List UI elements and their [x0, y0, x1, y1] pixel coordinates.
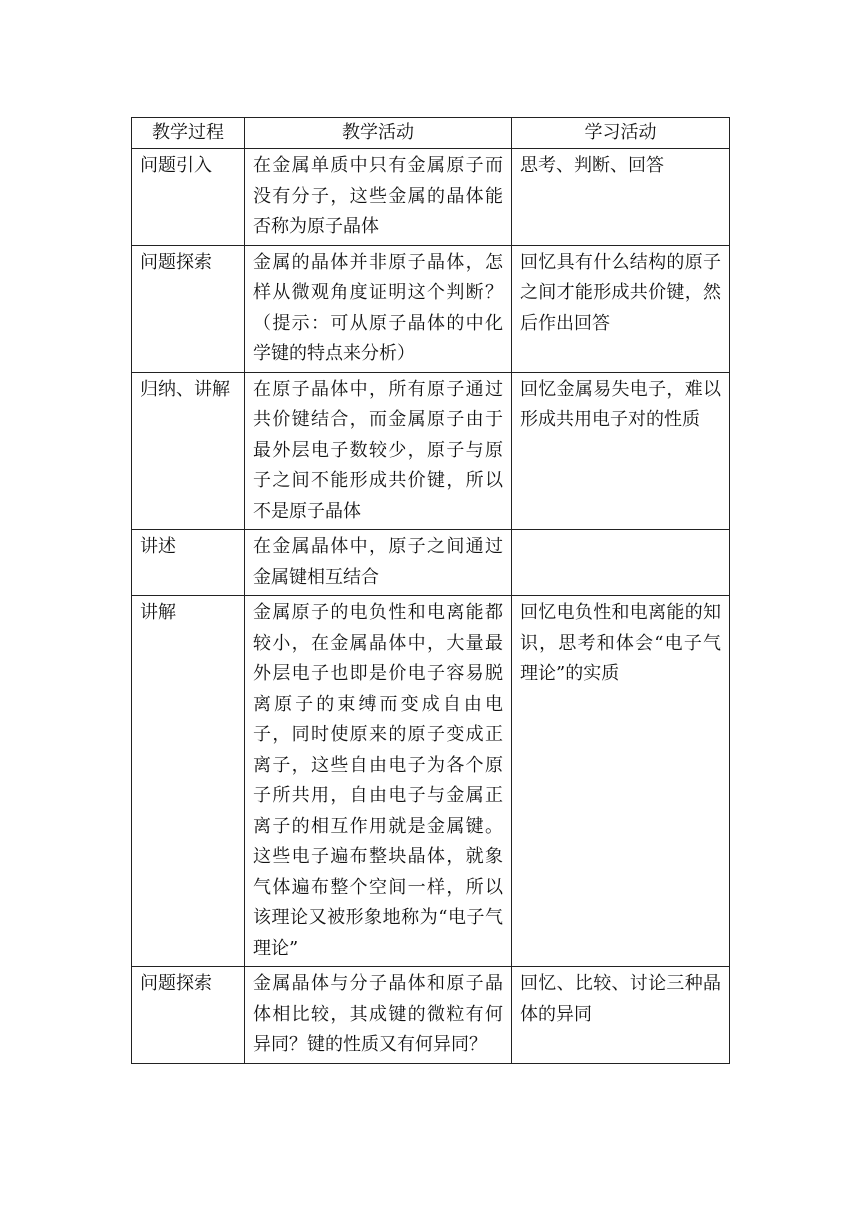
table-row	[132, 530, 730, 596]
teaching-activity-cell: 金属的晶体并非原子晶体，怎样从微观角度证明这个判断？（提示：可从原子晶体的中化学键的特点来分析）	[245, 245, 512, 372]
learning-activity-cell	[512, 530, 730, 596]
table-row	[132, 596, 730, 967]
process-cell: 讲述	[132, 530, 245, 596]
process-cell: 问题探索	[132, 967, 245, 1064]
table-row	[132, 967, 730, 1064]
process-cell: 归纳、讲解	[132, 372, 245, 530]
learning-activity-cell: 回忆具有什么结构的原子之间才能形成共价键，然后作出回答	[512, 245, 730, 372]
learning-activity-cell: 回忆电负性和电离能的知识，思考和体会“电子气理论”的实质	[512, 596, 730, 967]
lesson-plan-table	[131, 117, 730, 1064]
table-header-row	[132, 118, 730, 149]
teaching-activity-cell: 在金属单质中只有金属原子而没有分子，这些金属的晶体能否称为原子晶体	[245, 149, 512, 246]
process-cell: 讲解	[132, 596, 245, 967]
table-row	[132, 149, 730, 246]
learning-activity-cell: 思考、判断、回答	[512, 149, 730, 246]
header-teaching-activity: 教学活动	[245, 118, 512, 149]
teaching-activity-cell: 在原子晶体中，所有原子通过共价键结合，而金属原子由于最外层电子数较少，原子与原子之间不能形成共价键，所以不是原子晶体	[245, 372, 512, 530]
teaching-activity-cell: 金属晶体与分子晶体和原子晶体相比较，其成键的微粒有何异同？键的性质又有何异同？	[245, 967, 512, 1064]
process-cell: 问题探索	[132, 245, 245, 372]
learning-activity-cell: 回忆金属易失电子，难以形成共用电子对的性质	[512, 372, 730, 530]
learning-activity-cell: 回忆、比较、讨论三种晶体的异同	[512, 967, 730, 1064]
header-process: 教学过程	[132, 118, 245, 149]
table-row	[132, 372, 730, 530]
process-cell: 问题引入	[132, 149, 245, 246]
teaching-activity-cell: 金属原子的电负性和电离能都较小，在金属晶体中，大量最外层电子也即是价电子容易脱离原子的束缚而变成自由电子，同时使原来的原子变成正离子，这些自由电子为各个原子所共用，自由电子与金属正离子的相互作用就是金属键。这些电子遍布整块晶体，就象气体遍布整个空间一样，所以该理论又被形象地称为“电子气理论”	[245, 596, 512, 967]
table-row	[132, 245, 730, 372]
teaching-activity-cell: 在金属晶体中，原子之间通过金属键相互结合	[245, 530, 512, 596]
header-learning-activity: 学习活动	[512, 118, 730, 149]
